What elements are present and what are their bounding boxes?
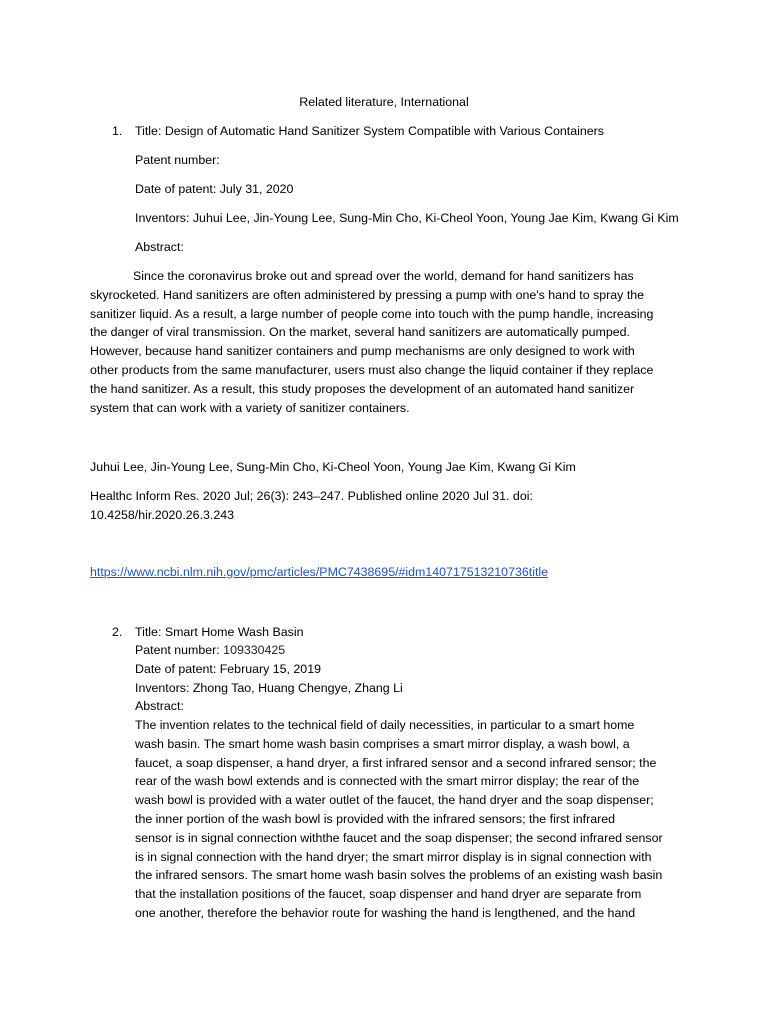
item2-title: Title: Smart Home Wash Basin	[135, 625, 304, 639]
abstract-line: that the installation positions of the faucet, soap dispenser and hand dryer are separate from	[135, 887, 642, 902]
abstract-line: sensor is in signal connection withthe faucet and the soap dispenser; the second infrared sensor	[135, 830, 663, 845]
item2-date: Date of patent: February 15, 2019	[135, 662, 321, 676]
abstract-line: The invention relates to the technical field of daily necessities, in particular to a smart home	[135, 718, 635, 732]
item2-patent-number-value: 109330425	[223, 643, 286, 657]
item1-date: Date of patent: July 31, 2020	[135, 182, 294, 196]
abstract-line: one another, therefore the behavior route for washing the hand is lengthened, and the hand	[135, 905, 636, 920]
item1-patent-number: Patent number:	[135, 153, 220, 167]
abstract-line: Since the coronavirus broke out and spread over the world, demand for hand sanitizers has	[133, 269, 634, 283]
item1-authors: Juhui Lee, Jin-Young Lee, Sung-Min Cho, Ki-Cheol Yoon, Young Jae Kim, Kwang Gi Kim	[90, 460, 576, 474]
item1-abstract-paragraph	[90, 267, 680, 417]
list-number-1: 1.	[112, 124, 123, 138]
item1-source-link[interactable]: https://www.ncbi.nlm.nih.gov/pmc/articles/PMC7438695/#idm140717513210736title	[90, 565, 549, 579]
item2-abstract-paragraph	[135, 716, 680, 923]
list-number-2: 2.	[112, 625, 123, 639]
item1-inventors: Inventors: Juhui Lee, Jin-Young Lee, Sung-Min Cho, Ki-Cheol Yoon, Young Jae Kim, Kwang Gi Kim	[135, 211, 679, 225]
abstract-line: sanitizer liquid. As a result, a large number of people come into touch with the pump handle, increasing	[90, 306, 654, 321]
item2-patent-number	[135, 641, 285, 659]
abstract-line: skyrocketed. Hand sanitizers are often administered by pressing a pump with one's hand to spray the	[90, 287, 645, 302]
item1-abstract-label: Abstract:	[135, 240, 184, 254]
abstract-line: rear of the wash bowl extends and is connected with the smart mirror display; the rear of the	[135, 774, 640, 789]
abstract-line: the hand sanitizer. As a result, this study proposes the development of an automated hand sanitizer	[90, 381, 635, 396]
item1-citation-line1: Healthc Inform Res. 2020 Jul; 26(3): 243–247. Published online 2020 Jul 31. doi:	[90, 489, 533, 503]
abstract-line: is in signal connection with the hand dryer; the smart mirror display is in signal connection with	[135, 849, 652, 864]
page-heading: Related literature, International	[299, 95, 469, 109]
item1-citation-line2: 10.4258/hir.2020.26.3.243	[90, 508, 234, 522]
item1-title: Title: Design of Automatic Hand Sanitizer System Compatible with Various Containers	[135, 124, 604, 138]
item2-abstract-label: Abstract:	[135, 699, 184, 713]
abstract-line: the inner portion of the wash bowl is provided with the infrared sensors; the first infrared	[135, 811, 616, 826]
item2-inventors: Inventors: Zhong Tao, Huang Chengye, Zhang Li	[135, 681, 403, 695]
abstract-line: the infrared sensors. The smart home wash basin solves the problems of an existing wash basin	[135, 868, 663, 883]
item2-patent-number-label: Patent number:	[135, 643, 224, 657]
abstract-line: However, because hand sanitizer containers and pump mechanisms are only designed to work with	[90, 344, 635, 359]
abstract-line: faucet, a soap dispenser, a hand dryer, a first infrared sensor and a second infrared sensor; the	[135, 755, 657, 770]
abstract-line: system that can work with a variety of sanitizer containers.	[90, 400, 410, 415]
abstract-line: wash basin. The smart home wash basin comprises a smart mirror display, a wash bowl, a	[135, 736, 630, 751]
abstract-line: the danger of viral transmission. On the market, several hand sanitizers are automatically pumped.	[90, 325, 630, 340]
abstract-line: other products from the same manufacturer, users must also change the liquid container if they replace	[90, 362, 654, 377]
abstract-line: wash bowl is provided with a water outlet of the faucet, the hand dryer and the soap dispenser;	[135, 793, 654, 808]
